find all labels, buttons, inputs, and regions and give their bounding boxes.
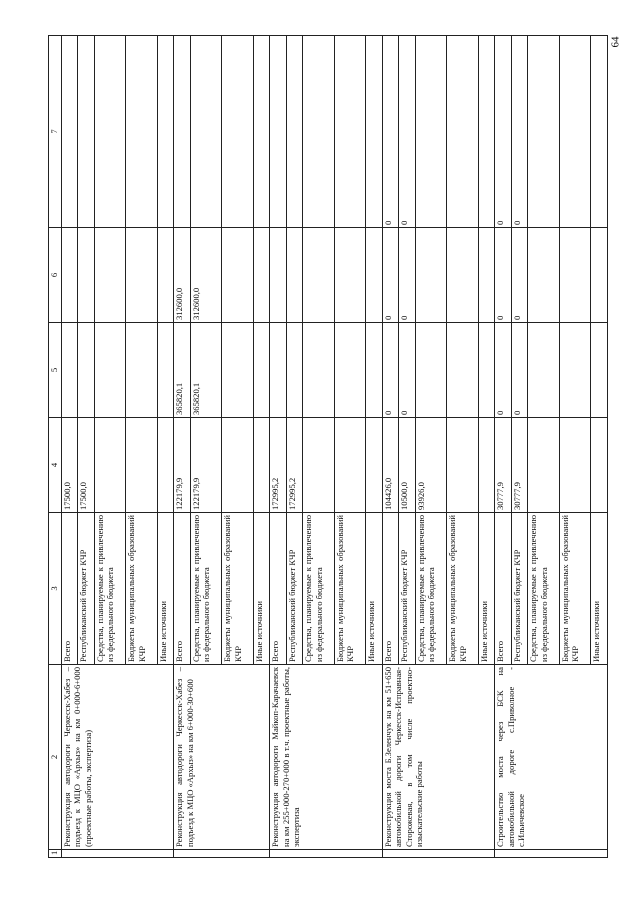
value-col-5-cell: 0 [511, 323, 527, 418]
value-col-7-cell [222, 36, 254, 228]
object-name-cell: Строительство моста через БСК на автомобильной дороге с.Приволное - с.Ильичевское [495, 665, 608, 850]
funding-source-cell: Бюджеты муниципальных образований КЧР [559, 513, 591, 665]
value-col-7-cell [559, 36, 591, 228]
funding-source-cell: Иные источники [253, 513, 269, 665]
value-col-6-cell [286, 228, 302, 323]
table-body [62, 36, 608, 858]
value-col-4-cell: 172995,2 [270, 418, 286, 513]
funding-source-cell: Средства, планируемые к привлечению из федерального бюджета [415, 513, 447, 665]
value-col-5-cell [334, 323, 366, 418]
value-col-6-cell [478, 228, 494, 323]
value-col-4-cell [559, 418, 591, 513]
value-col-7-cell [253, 36, 269, 228]
value-col-7-cell [78, 36, 94, 228]
row-index-cell [270, 850, 382, 858]
value-col-4-cell [157, 418, 173, 513]
value-col-4-cell [94, 418, 126, 513]
funding-source-cell: Республиканский бюджет КЧР [511, 513, 527, 665]
value-col-5-cell: 365820,1 [190, 323, 222, 418]
funding-source-cell: Иные источники [591, 513, 608, 665]
value-col-7-cell [270, 36, 286, 228]
value-col-5-cell [559, 323, 591, 418]
value-col-5-cell [415, 323, 447, 418]
value-col-5-cell [303, 323, 335, 418]
value-col-6-cell: 0 [399, 228, 415, 323]
value-col-5-cell [478, 323, 494, 418]
value-col-5-cell [253, 323, 269, 418]
value-col-6-cell [528, 228, 560, 323]
object-name-cell: Реконструкция автодороги Черкесск-Хабез – подъезд к МЦО «Архыз» на км 6+000-30+600 [174, 665, 270, 850]
value-col-5-cell: 365820,1 [174, 323, 190, 418]
value-col-5-cell [157, 323, 173, 418]
value-col-7-cell [190, 36, 222, 228]
value-col-4-cell: 17500,0 [78, 418, 94, 513]
value-col-4-cell [528, 418, 560, 513]
value-col-6-cell [591, 228, 608, 323]
value-col-4-cell [303, 418, 335, 513]
value-col-7-cell [447, 36, 479, 228]
object-name-cell: Реконструкция моста Б.Зеленчук на км 51+650 автомобильной дороги Черкесск-Исправная-Сторожевая, в том числе проектно-изыскательские работы [382, 665, 494, 850]
funding-source-cell: Иные источники [478, 513, 494, 665]
funding-source-cell: Средства, планируемые к привлечению из федерального бюджета [528, 513, 560, 665]
value-col-5-cell [62, 323, 78, 418]
funding-source-cell: Бюджеты муниципальных образований КЧР [126, 513, 158, 665]
value-col-6-cell [62, 228, 78, 323]
value-col-7-cell [303, 36, 335, 228]
value-col-4-cell [366, 418, 382, 513]
value-col-6-cell [78, 228, 94, 323]
value-col-7-cell [126, 36, 158, 228]
rotated-table-area [48, 36, 608, 858]
funding-source-cell: Иные источники [366, 513, 382, 665]
value-col-4-cell: 30777,9 [495, 418, 511, 513]
table-row [382, 36, 398, 858]
header-col-4: 4 [49, 418, 62, 513]
value-col-7-cell [334, 36, 366, 228]
value-col-4-cell [126, 418, 158, 513]
row-index-cell [174, 850, 270, 858]
value-col-7-cell [286, 36, 302, 228]
value-col-5-cell: 0 [495, 323, 511, 418]
value-col-4-cell [253, 418, 269, 513]
row-index-cell [382, 850, 494, 858]
table-row [270, 36, 286, 858]
value-col-7-cell: 0 [511, 36, 527, 228]
value-col-6-cell [447, 228, 479, 323]
value-col-7-cell: 0 [495, 36, 511, 228]
header-col-6: 6 [49, 228, 62, 323]
value-col-6-cell [366, 228, 382, 323]
page-number: 64 [609, 36, 622, 48]
value-col-7-cell: 0 [382, 36, 398, 228]
value-col-4-cell: 104426,0 [382, 418, 398, 513]
header-col-2: 2 [49, 665, 62, 850]
value-col-4-cell: 93926,0 [415, 418, 447, 513]
value-col-4-cell: 17500,0 [62, 418, 78, 513]
value-col-6-cell: 0 [495, 228, 511, 323]
value-col-4-cell [447, 418, 479, 513]
funding-source-cell: Бюджеты муниципальных образований КЧР [334, 513, 366, 665]
value-col-5-cell [447, 323, 479, 418]
value-col-7-cell: 0 [399, 36, 415, 228]
value-col-7-cell [415, 36, 447, 228]
table-row [174, 36, 190, 858]
funding-source-cell: Средства, планируемые к привлечению из федерального бюджета [94, 513, 126, 665]
value-col-7-cell [174, 36, 190, 228]
table-rotation-frame [48, 36, 608, 858]
header-col-3: 3 [49, 513, 62, 665]
value-col-6-cell [126, 228, 158, 323]
value-col-4-cell [591, 418, 608, 513]
object-name-cell: Реконструкция автодороги Черкесск-Хабез – подъезд к МЦО «Архыз» на км 0+000-6+000 (проектные работы, экспертиза) [62, 665, 174, 850]
value-col-4-cell [478, 418, 494, 513]
object-name-cell: Реконструкция автодороги Майкоп-Карачаевск на км 255+000-270+000 в т.ч. проектные работы, экспертиза [270, 665, 382, 850]
value-col-6-cell [559, 228, 591, 323]
value-col-6-cell [222, 228, 254, 323]
value-col-5-cell: 0 [399, 323, 415, 418]
value-col-7-cell [94, 36, 126, 228]
value-col-5-cell [270, 323, 286, 418]
funding-source-cell: Всего [174, 513, 190, 665]
value-col-5-cell [78, 323, 94, 418]
value-col-5-cell [126, 323, 158, 418]
value-col-5-cell [366, 323, 382, 418]
funding-table [48, 35, 608, 858]
value-col-6-cell [253, 228, 269, 323]
value-col-4-cell: 172995,2 [286, 418, 302, 513]
row-index-cell [62, 850, 174, 858]
funding-source-cell: Бюджеты муниципальных образований КЧР [222, 513, 254, 665]
header-row [49, 36, 62, 858]
value-col-6-cell: 0 [382, 228, 398, 323]
value-col-7-cell [478, 36, 494, 228]
row-index-cell [495, 850, 608, 858]
value-col-4-cell [222, 418, 254, 513]
value-col-7-cell [591, 36, 608, 228]
header-col-7: 7 [49, 36, 62, 228]
funding-source-cell: Республиканский бюджет КЧР [78, 513, 94, 665]
value-col-6-cell: 312600,0 [190, 228, 222, 323]
table-row [495, 36, 511, 858]
value-col-4-cell: 122179,9 [190, 418, 222, 513]
value-col-6-cell [334, 228, 366, 323]
value-col-5-cell [528, 323, 560, 418]
value-col-7-cell [62, 36, 78, 228]
value-col-4-cell: 122179,9 [174, 418, 190, 513]
funding-source-cell: Республиканский бюджет КЧР [286, 513, 302, 665]
header-col-5: 5 [49, 323, 62, 418]
value-col-6-cell [415, 228, 447, 323]
value-col-4-cell: 10500,0 [399, 418, 415, 513]
funding-source-cell: Иные источники [157, 513, 173, 665]
funding-source-cell: Средства, планируемые к привлечению из федерального бюджета [303, 513, 335, 665]
value-col-5-cell [286, 323, 302, 418]
value-col-5-cell [94, 323, 126, 418]
value-col-4-cell: 30777,9 [511, 418, 527, 513]
funding-source-cell: Республиканский бюджет КЧР [399, 513, 415, 665]
value-col-6-cell: 312600,0 [174, 228, 190, 323]
funding-source-cell: Всего [495, 513, 511, 665]
value-col-6-cell [270, 228, 286, 323]
value-col-7-cell [366, 36, 382, 228]
value-col-6-cell: 0 [511, 228, 527, 323]
value-col-7-cell [157, 36, 173, 228]
value-col-7-cell [528, 36, 560, 228]
value-col-6-cell [303, 228, 335, 323]
funding-source-cell: Всего [382, 513, 398, 665]
value-col-6-cell [94, 228, 126, 323]
value-col-5-cell [222, 323, 254, 418]
funding-source-cell: Средства, планируемые к привлечению из федерального бюджета [190, 513, 222, 665]
table-row [62, 36, 78, 858]
funding-source-cell: Всего [62, 513, 78, 665]
funding-source-cell: Бюджеты муниципальных образований КЧР [447, 513, 479, 665]
header-col-1: 1 [49, 850, 62, 858]
value-col-5-cell [591, 323, 608, 418]
value-col-6-cell [157, 228, 173, 323]
value-col-4-cell [334, 418, 366, 513]
value-col-5-cell: 0 [382, 323, 398, 418]
funding-source-cell: Всего [270, 513, 286, 665]
